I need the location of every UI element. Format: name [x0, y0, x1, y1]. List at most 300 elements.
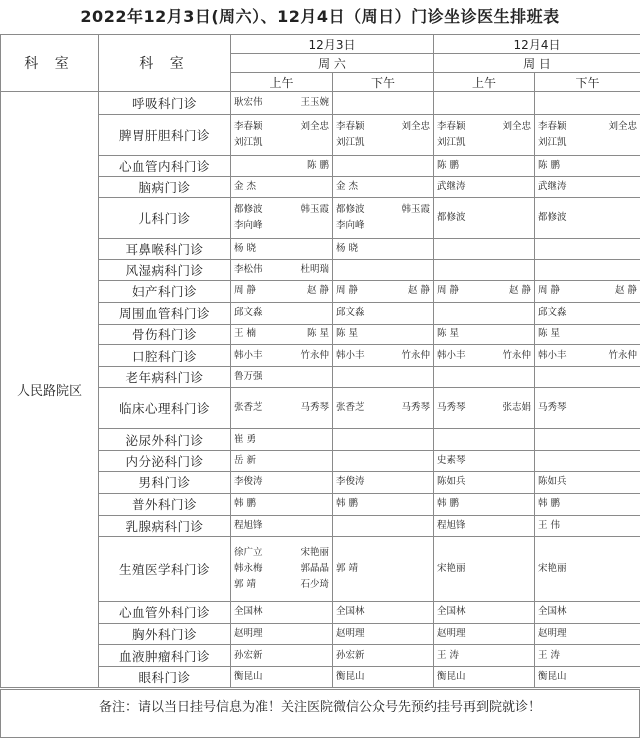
schedule-slot	[434, 302, 535, 324]
doctor-line	[538, 210, 637, 226]
doctor-line	[234, 241, 329, 257]
doctor-name: 刘江凯	[437, 137, 466, 149]
doctor-name: 都修波	[336, 204, 365, 216]
doctor-name: 竹永仲	[502, 349, 531, 361]
doctor-name: 金 杰	[234, 181, 257, 192]
schedule-slot	[333, 429, 434, 451]
doctor-line	[336, 648, 430, 664]
doctor-name: 岳 新	[234, 455, 257, 467]
schedule-slot	[535, 302, 640, 324]
doctor-line	[336, 474, 430, 490]
schedule-slot	[333, 92, 434, 115]
doctor-line	[437, 561, 531, 577]
department-name: 脑病门诊	[99, 177, 231, 198]
doctor-line	[234, 283, 329, 299]
doctor-line	[437, 648, 531, 664]
doctor-name: 刘江凯	[336, 137, 365, 149]
doctor-name: 韩 鹏	[336, 498, 359, 510]
schedule-slot	[231, 471, 333, 493]
department-name: 呼吸科门诊	[99, 92, 231, 115]
doctor-line	[538, 326, 637, 342]
doctor-line	[336, 202, 430, 218]
schedule-slot	[333, 177, 434, 198]
schedule-slot	[333, 515, 434, 537]
header-weekday-sun: 周 日	[434, 54, 640, 73]
schedule-slot	[434, 114, 535, 156]
schedule-slot	[535, 92, 640, 115]
schedule-slot	[434, 177, 535, 198]
doctor-name: 张志娟	[502, 402, 531, 414]
schedule-slot	[231, 280, 333, 302]
doctor-name: 李向峰	[234, 220, 263, 232]
schedule-slot	[434, 645, 535, 667]
doctor-name: 赵明理	[336, 627, 365, 639]
doctor-line	[234, 577, 329, 593]
doctor-name: 李春颖	[437, 121, 466, 133]
schedule-slot	[231, 156, 333, 177]
doctor-name: 刘全忠	[608, 121, 637, 133]
schedule-slot	[535, 451, 640, 472]
doctor-line	[234, 453, 329, 469]
header-department-group: 科 室	[1, 35, 99, 92]
department-name: 口腔科门诊	[99, 345, 231, 367]
doctor-name: 竹永仲	[300, 349, 329, 361]
doctor-line	[538, 496, 637, 512]
doctor-name: 李春颖	[234, 121, 263, 133]
doctor-name: 崔 勇	[234, 433, 257, 445]
department-name: 脾胃肝胆科门诊	[99, 114, 231, 156]
doctor-name: 赵明理	[437, 627, 466, 639]
schedule-slot	[535, 280, 640, 302]
doctor-line	[234, 326, 329, 342]
schedule-slot	[333, 345, 434, 367]
doctor-name: 都修波	[538, 212, 567, 224]
doctor-line	[538, 119, 637, 135]
schedule-slot	[231, 239, 333, 260]
schedule-slot	[231, 387, 333, 429]
doctor-name: 韩小丰	[336, 349, 365, 361]
schedule-slot	[333, 324, 434, 345]
schedule-slot	[231, 601, 333, 623]
doctor-name: 杨 晓	[336, 243, 359, 255]
doctor-name: 张香芝	[234, 402, 263, 414]
doctor-name: 衡昆山	[234, 671, 263, 683]
schedule-slot	[434, 471, 535, 493]
header-pm-sat: 下午	[333, 73, 434, 92]
schedule-slot	[535, 324, 640, 345]
schedule-slot	[231, 645, 333, 667]
doctor-name: 韩 鹏	[437, 498, 460, 510]
doctor-name: 马秀琴	[538, 402, 567, 414]
page-title: 2022年12月3日(周六）、12月4日（周日）门诊坐诊医生排班表	[80, 7, 560, 26]
doctor-name: 马秀琴	[300, 402, 329, 414]
doctor-name: 马秀琴	[437, 402, 466, 414]
department-name: 心血管内科门诊	[99, 156, 231, 177]
doctor-line	[538, 283, 637, 299]
doctor-name: 李松伟	[234, 264, 263, 276]
doctor-line	[538, 158, 637, 174]
department-name: 男科门诊	[99, 471, 231, 493]
district-label: 人民路院区	[1, 92, 99, 688]
schedule-slot	[333, 645, 434, 667]
doctor-line	[234, 626, 329, 642]
doctor-name: 赵 静	[306, 285, 329, 297]
schedule-slot	[333, 471, 434, 493]
schedule-slot	[333, 280, 434, 302]
schedule-slot	[231, 345, 333, 367]
doctor-name: 孙宏新	[336, 649, 365, 661]
schedule-slot	[535, 515, 640, 537]
doctor-name: 韩 鹏	[234, 498, 257, 510]
header-weekday-sat: 周 六	[231, 54, 434, 73]
doctor-name: 韩玉霞	[401, 204, 430, 216]
doctor-name: 周 静	[234, 285, 257, 297]
doctor-name: 竹永仲	[401, 349, 430, 361]
doctor-line	[234, 604, 329, 620]
doctor-name: 宋艳丽	[300, 547, 329, 559]
doctor-name: 陈如兵	[437, 476, 466, 488]
doctor-line	[336, 135, 430, 151]
doctor-name: 邱文淼	[336, 307, 365, 319]
doctor-line	[234, 202, 329, 218]
doctor-name: 史素琴	[437, 455, 466, 467]
doctor-line	[437, 210, 531, 226]
footer-note: 备注：请以当日挂号信息为准！关注医院微信公众号先预约挂号再到院就诊！	[0, 689, 640, 738]
schedule-slot	[434, 493, 535, 515]
doctor-name: 耿宏伟	[234, 96, 263, 108]
schedule-slot	[333, 537, 434, 601]
schedule-body	[1, 92, 640, 688]
doctor-name: 张香芝	[336, 402, 365, 414]
schedule-slot	[434, 451, 535, 472]
doctor-name: 竹永仲	[608, 349, 637, 361]
doctor-name: 金 杰	[336, 181, 359, 192]
header-am-sat: 上午	[231, 73, 333, 92]
doctor-line	[538, 179, 637, 195]
schedule-slot	[231, 92, 333, 115]
schedule-slot	[535, 239, 640, 260]
schedule-slot	[231, 260, 333, 281]
doctor-name: 李向峰	[336, 220, 365, 232]
department-name: 眼科门诊	[99, 667, 231, 688]
doctor-line	[538, 518, 637, 534]
schedule-slot	[333, 260, 434, 281]
doctor-name: 王 涛	[437, 649, 460, 661]
doctor-name: 郭 靖	[336, 563, 359, 575]
doctor-line	[437, 179, 531, 195]
schedule-slot	[535, 623, 640, 645]
doctor-name: 程旭锋	[234, 519, 263, 531]
schedule-slot	[231, 324, 333, 345]
schedule-slot	[535, 493, 640, 515]
doctor-line	[336, 626, 430, 642]
doctor-line	[336, 496, 430, 512]
doctor-line	[437, 119, 531, 135]
schedule-slot	[535, 645, 640, 667]
doctor-line	[234, 400, 329, 416]
header-date-dec3: 12月3日	[231, 35, 434, 54]
schedule-slot	[434, 515, 535, 537]
doctor-name: 赵 静	[508, 285, 531, 297]
schedule-slot	[535, 537, 640, 601]
doctor-name: 刘全忠	[401, 121, 430, 133]
schedule-slot	[333, 601, 434, 623]
schedule-slot	[434, 280, 535, 302]
schedule-slot	[333, 197, 434, 239]
doctor-line	[538, 305, 637, 321]
department-name: 儿科门诊	[99, 197, 231, 239]
doctor-name: 邱文淼	[538, 307, 567, 319]
doctor-line	[234, 135, 329, 151]
header-pm-sun: 下午	[535, 73, 640, 92]
department-name: 耳鼻喉科门诊	[99, 239, 231, 260]
schedule-slot	[333, 302, 434, 324]
doctor-line	[437, 474, 531, 490]
doctor-name: 全国林	[538, 606, 567, 618]
doctor-line	[538, 400, 637, 416]
doctor-name: 陈 星	[306, 328, 329, 340]
doctor-name: 赵明理	[538, 627, 567, 639]
doctor-line	[336, 218, 430, 234]
schedule-slot	[535, 114, 640, 156]
doctor-name: 杨 晓	[234, 243, 257, 255]
schedule-slot	[535, 667, 640, 688]
doctor-line	[437, 604, 531, 620]
header-am-sun: 上午	[434, 73, 535, 92]
doctor-line	[234, 95, 329, 111]
doctor-line	[234, 561, 329, 577]
doctor-name: 李俊涛	[234, 476, 263, 488]
doctor-line	[234, 158, 329, 174]
table-row	[1, 92, 640, 115]
schedule-slot	[231, 177, 333, 198]
department-name: 泌尿外科门诊	[99, 429, 231, 451]
doctor-name: 王 楠	[234, 328, 257, 340]
doctor-name: 赵 静	[614, 285, 637, 297]
doctor-line	[234, 218, 329, 234]
department-name: 生殖医学科门诊	[99, 537, 231, 601]
doctor-name: 王 涛	[538, 649, 561, 661]
doctor-line	[234, 545, 329, 561]
doctor-line	[234, 119, 329, 135]
department-name: 内分泌科门诊	[99, 451, 231, 472]
doctor-line	[538, 561, 637, 577]
doctor-line	[437, 626, 531, 642]
schedule-slot	[231, 493, 333, 515]
doctor-line	[437, 669, 531, 685]
department-name: 普外科门诊	[99, 493, 231, 515]
doctor-line	[437, 518, 531, 534]
doctor-name: 周 静	[538, 285, 561, 297]
schedule-slot	[535, 197, 640, 239]
doctor-name: 韩小丰	[538, 349, 567, 361]
schedule-slot	[333, 367, 434, 388]
doctor-name: 孙宏新	[234, 649, 263, 661]
doctor-line	[234, 518, 329, 534]
doctor-name: 陈 星	[538, 328, 561, 340]
schedule-slot	[231, 302, 333, 324]
doctor-name: 宋艳丽	[437, 563, 466, 575]
header-department: 科 室	[99, 35, 231, 92]
schedule-slot	[333, 156, 434, 177]
doctor-name: 都修波	[437, 212, 466, 224]
doctor-line	[234, 369, 329, 385]
schedule-slot	[535, 387, 640, 429]
doctor-line	[538, 669, 637, 685]
schedule-slot	[231, 515, 333, 537]
schedule-slot	[231, 197, 333, 239]
schedule-slot	[535, 345, 640, 367]
department-name: 妇产科门诊	[99, 280, 231, 302]
doctor-name: 韩小丰	[234, 349, 263, 361]
schedule-slot	[333, 451, 434, 472]
doctor-line	[437, 326, 531, 342]
doctor-name: 陈如兵	[538, 476, 567, 488]
doctor-line	[234, 648, 329, 664]
doctor-line	[234, 474, 329, 490]
doctor-name: 郭 靖	[234, 579, 257, 591]
doctor-name: 石少琦	[300, 579, 329, 591]
doctor-name: 刘全忠	[502, 121, 531, 133]
doctor-name: 郭晶晶	[300, 563, 329, 575]
schedule-slot	[434, 667, 535, 688]
schedule-slot	[333, 114, 434, 156]
doctor-line	[336, 241, 430, 257]
doctor-line	[437, 158, 531, 174]
doctor-name: 刘全忠	[300, 121, 329, 133]
doctor-name: 李俊涛	[336, 476, 365, 488]
schedule-slot	[434, 537, 535, 601]
schedule-slot	[333, 667, 434, 688]
doctor-name: 周 静	[336, 285, 359, 297]
doctor-line	[234, 348, 329, 364]
header-date-dec4: 12月4日	[434, 35, 640, 54]
doctor-name: 陈 鹏	[437, 160, 460, 172]
doctor-name: 衡昆山	[437, 671, 466, 683]
doctor-line	[437, 453, 531, 469]
department-name: 心血管外科门诊	[99, 601, 231, 623]
schedule-slot	[535, 177, 640, 198]
doctor-name: 陈 星	[336, 328, 359, 340]
doctor-name: 王 伟	[538, 519, 561, 531]
schedule-slot	[333, 387, 434, 429]
schedule-slot	[434, 345, 535, 367]
doctor-name: 李春颖	[538, 121, 567, 133]
doctor-name: 陈 星	[437, 328, 460, 340]
schedule-slot	[231, 537, 333, 601]
department-name: 周围血管科门诊	[99, 302, 231, 324]
schedule-slot	[333, 493, 434, 515]
doctor-name: 韩小丰	[437, 349, 466, 361]
schedule-slot	[231, 667, 333, 688]
doctor-name: 衡昆山	[336, 671, 365, 683]
doctor-name: 陈 鹏	[306, 160, 329, 172]
doctor-line	[234, 496, 329, 512]
schedule-slot	[434, 601, 535, 623]
doctor-line	[437, 135, 531, 151]
doctor-line	[437, 348, 531, 364]
schedule-slot	[434, 197, 535, 239]
doctor-line	[234, 262, 329, 278]
schedule-slot	[333, 623, 434, 645]
schedule-slot	[434, 623, 535, 645]
schedule-slot	[434, 324, 535, 345]
doctor-name: 马秀琴	[401, 402, 430, 414]
department-name: 乳腺病科门诊	[99, 515, 231, 537]
doctor-name: 李春颖	[336, 121, 365, 133]
doctor-name: 赵 静	[407, 285, 430, 297]
department-name: 老年病科门诊	[99, 367, 231, 388]
doctor-line	[336, 348, 430, 364]
doctor-name: 徐广立	[234, 547, 263, 559]
department-name: 胸外科门诊	[99, 623, 231, 645]
doctor-name: 周 静	[437, 285, 460, 297]
doctor-line	[336, 604, 430, 620]
doctor-line	[336, 283, 430, 299]
doctor-line	[336, 305, 430, 321]
doctor-line	[336, 179, 430, 195]
schedule-slot	[231, 429, 333, 451]
schedule-slot	[535, 429, 640, 451]
doctor-name: 鲁万强	[234, 370, 263, 382]
schedule-table	[0, 34, 640, 688]
doctor-name: 陈 鹏	[538, 160, 561, 172]
doctor-line	[336, 119, 430, 135]
doctor-name: 杜明瑞	[300, 264, 329, 276]
doctor-line	[538, 135, 637, 151]
schedule-slot	[231, 367, 333, 388]
doctor-line	[538, 348, 637, 364]
schedule-slot	[434, 92, 535, 115]
schedule-slot	[333, 239, 434, 260]
doctor-name: 都修波	[234, 204, 263, 216]
doctor-name: 刘江凯	[234, 137, 263, 149]
doctor-line	[336, 400, 430, 416]
doctor-name: 宋艳丽	[538, 563, 567, 575]
doctor-name: 王玉婉	[300, 96, 329, 108]
schedule-slot	[434, 429, 535, 451]
department-name: 血液肿瘤科门诊	[99, 645, 231, 667]
schedule-slot	[434, 156, 535, 177]
doctor-line	[538, 626, 637, 642]
doctor-line	[234, 305, 329, 321]
doctor-line	[538, 648, 637, 664]
schedule-slot	[434, 239, 535, 260]
doctor-line	[437, 400, 531, 416]
doctor-name: 全国林	[437, 606, 466, 618]
doctor-name: 全国林	[336, 606, 365, 618]
schedule-slot	[535, 260, 640, 281]
doctor-line	[538, 474, 637, 490]
schedule-slot	[434, 260, 535, 281]
doctor-line	[234, 669, 329, 685]
doctor-line	[437, 283, 531, 299]
department-name: 骨伤科门诊	[99, 324, 231, 345]
doctor-line	[234, 179, 329, 195]
doctor-line	[538, 604, 637, 620]
doctor-name: 韩永梅	[234, 563, 263, 575]
doctor-name: 韩 鹏	[538, 498, 561, 510]
schedule-slot	[231, 114, 333, 156]
doctor-line	[437, 496, 531, 512]
department-name: 风湿病科门诊	[99, 260, 231, 281]
doctor-name: 赵明理	[234, 627, 263, 639]
doctor-name: 武继涛	[437, 181, 466, 192]
doctor-name: 衡昆山	[538, 671, 567, 683]
schedule-slot	[231, 623, 333, 645]
doctor-name: 武继涛	[538, 181, 567, 192]
doctor-name: 邱文淼	[234, 307, 263, 319]
